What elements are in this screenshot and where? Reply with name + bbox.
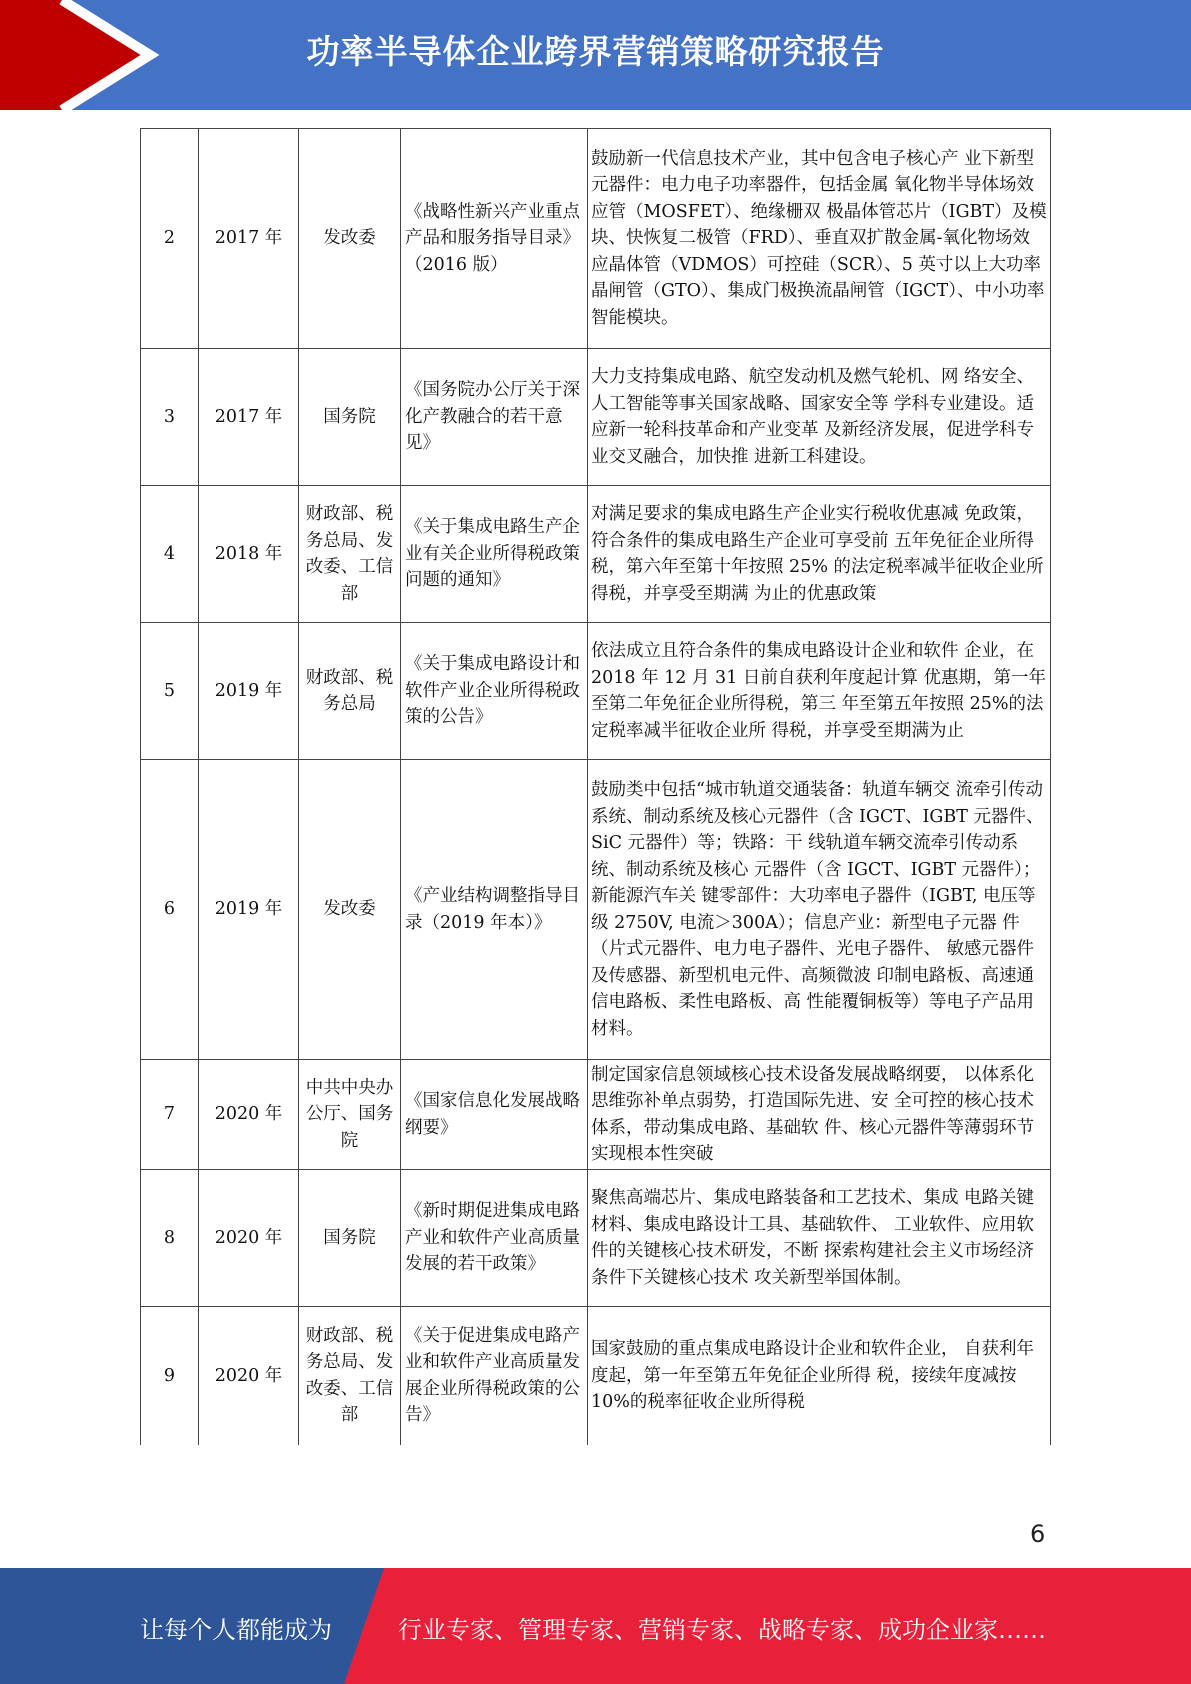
- row-year: 2017 年: [199, 349, 299, 486]
- row-policy-content: 鼓励新一代信息技术产业，其中包含电子核心产 业下新型元器件：电力电子功率器件，包括金属 氧化物半导体场效应管（MOSFET）、绝缘栅双 极晶体管芯片（IGBT）及模块、快恢复二极管（FRD）、垂直双扩散金属-氧化物场效应晶体管（VDMOS）可控硅（SCR）、5 英寸以上大功率 晶闸管（GTO）、集成门极换流晶闸管（IGCT）、中小功率智能模块。: [588, 129, 1051, 349]
- row-policy-content: 聚焦高端芯片、集成电路装备和工艺技术、集成 电路关键材料、集成电路设计工具、基础软件、 工业软件、应用软件的关键核心技术研发，不断 探索构建社会主义市场经济条件下关键核心技术 攻关新型举国体制。: [588, 1170, 1051, 1307]
- row-department: 财政部、税务总局、发改委、工信部: [299, 486, 401, 623]
- row-policy-content: 对满足要求的集成电路生产企业实行税收优惠减 免政策，符合条件的集成电路生产企业可享受前 五年免征企业所得税，第六年至第十年按照 25% 的法定税率减半征收企业所得税，并享受至期满 为止的优惠政策: [588, 486, 1051, 623]
- row-number: 5: [141, 623, 199, 760]
- report-title: 功率半导体企业跨界营销策略研究报告: [306, 32, 885, 71]
- row-document-title: 《关于促进集成电路产业和软件产业高质量发展企业所得税政策的公告》: [401, 1307, 588, 1445]
- row-number: 8: [141, 1170, 199, 1307]
- row-policy-content: 国家鼓励的重点集成电路设计企业和软件企业， 自获利年度起，第一年至第五年免征企业所得 税，接续年度减按 10%的税率征收企业所得税: [588, 1307, 1051, 1445]
- row-department: 财政部、税务总局: [299, 623, 401, 760]
- row-year: 2017 年: [199, 129, 299, 349]
- row-document-title: 《产业结构调整指导目录（2019 年本）》: [401, 760, 588, 1060]
- table-row: [141, 129, 1051, 349]
- row-number: 3: [141, 349, 199, 486]
- row-document-title: 《关于集成电路生产企业有关企业所得税政策问题的通知》: [401, 486, 588, 623]
- row-number: 4: [141, 486, 199, 623]
- table-row: [141, 760, 1051, 1060]
- row-document-title: 《关于集成电路设计和软件产业企业所得税政策的公告》: [401, 623, 588, 760]
- row-department: 国务院: [299, 349, 401, 486]
- row-number: 6: [141, 760, 199, 1060]
- footer-slogan-right: 行业专家、管理专家、营销专家、战略专家、成功企业家……: [398, 1616, 1046, 1644]
- row-document-title: 《国务院办公厅关于深化产教融合的若干意见》: [401, 349, 588, 486]
- footer-slogan-left: 让每个人都能成为: [140, 1616, 332, 1644]
- row-year: 2018 年: [199, 486, 299, 623]
- row-department: 财政部、税务总局、发改委、工信部: [299, 1307, 401, 1445]
- row-policy-content: 鼓励类中包括“城市轨道交通装备：轨道车辆交 流牵引传动系统、制动系统及核心元器件（含 IGCT、IGBT 元器件、SiC 元器件）等；铁路：干 线轨道车辆交流牵引传动系统、制动系统及核心 元器件（含 IGCT、IGBT 元器件）；新能源汽车关 键零部件：大功率电子器件（IGBT, 电压等级 2750V, 电流＞300A）；信息产业：新型电子元器 件（片式元器件、电力电子器件、光电子器件、 敏感元器件及传感器、新型机电元件、高频微波 印制电路板、高速通信电路板、柔性电路板、高 性能覆铜板等）等电子产品用材料。: [588, 760, 1051, 1060]
- row-department: 中共中央办公厅、国务院: [299, 1060, 401, 1170]
- table-row: [141, 486, 1051, 623]
- row-year: 2020 年: [199, 1060, 299, 1170]
- row-document-title: 《国家信息化发展战略纲要》: [401, 1060, 588, 1170]
- row-year: 2019 年: [199, 623, 299, 760]
- row-department: 国务院: [299, 1170, 401, 1307]
- row-year: 2019 年: [199, 760, 299, 1060]
- row-number: 2: [141, 129, 199, 349]
- row-department: 发改委: [299, 129, 401, 349]
- table-row: [141, 349, 1051, 486]
- table-row: [141, 623, 1051, 760]
- table-row: [141, 1060, 1051, 1170]
- table-row: [141, 1170, 1051, 1307]
- page-number: 6: [1030, 1520, 1046, 1548]
- row-department: 发改委: [299, 760, 401, 1060]
- policy-table: [140, 128, 1051, 1445]
- row-policy-content: 大力支持集成电路、航空发动机及燃气轮机、网 络安全、人工智能等事关国家战略、国家安全等 学科专业建设。适应新一轮科技革命和产业变革 及新经济发展，促进学科专业交叉融合，加快推 进新工科建设。: [588, 349, 1051, 486]
- row-number: 7: [141, 1060, 199, 1170]
- row-policy-content: 依法成立且符合条件的集成电路设计企业和软件 企业，在 2018 年 12 月 31 日前自获利年度起计算 优惠期，第一年至第二年免征企业所得税，第三 年至第五年按照 25%的法定税率减半征收企业所 得税，并享受至期满为止: [588, 623, 1051, 760]
- row-document-title: 《新时期促进集成电路产业和软件产业高质量发展的若干政策》: [401, 1170, 588, 1307]
- row-year: 2020 年: [199, 1307, 299, 1445]
- page-footer: [0, 1568, 1191, 1684]
- page-header: [0, 0, 1191, 110]
- row-year: 2020 年: [199, 1170, 299, 1307]
- table-row: [141, 1307, 1051, 1445]
- row-document-title: 《战略性新兴产业重点产品和服务指导目录》（2016 版）: [401, 129, 588, 349]
- row-number: 9: [141, 1307, 199, 1445]
- row-policy-content: 制定国家信息领域核心技术设备发展战略纲要， 以体系化思维弥补单点弱势，打造国际先进、安 全可控的核心技术体系，带动集成电路、基础软 件、核心元器件等薄弱环节实现根本性突破: [588, 1060, 1051, 1170]
